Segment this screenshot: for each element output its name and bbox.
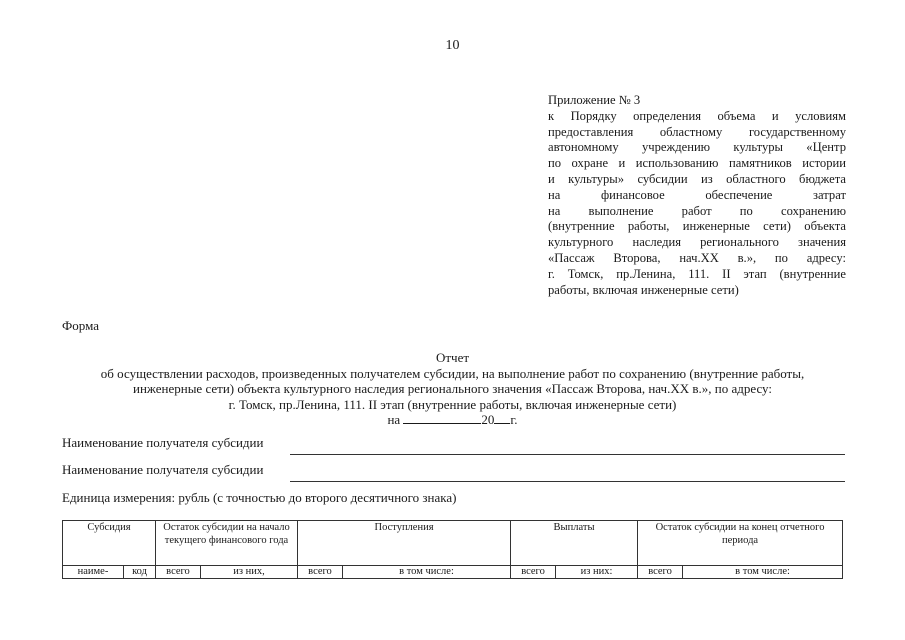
unit-of-measure: Единица измерения: рубль (с точностью до второго десятичного знака) <box>62 490 457 505</box>
subheader-cell: в том числе: <box>683 566 843 579</box>
header-opening-balance: Остаток субсидии на начало текущего финансового года <box>156 521 298 566</box>
header-closing-balance: Остаток субсидии на конец отчетного периода <box>638 521 843 566</box>
subheader-cell: всего <box>511 566 556 579</box>
date-blank-field[interactable] <box>403 412 481 424</box>
appendix-line: к Порядку определения объема и условиям <box>548 108 846 123</box>
appendix-line: автономному учреждению культуры «Центр <box>548 140 846 155</box>
subheader-cell: наиме- <box>63 566 124 579</box>
recipient-name-label-2: Наименование получателя субсидии <box>62 462 264 477</box>
report-date-year: 20 <box>481 412 495 427</box>
appendix-line: «Пассаж Второва, нач.XX в.», по адресу: <box>548 250 846 265</box>
report-date-prefix: на <box>387 412 401 427</box>
recipient-name-field-1[interactable] <box>290 454 845 455</box>
recipient-name-field-2[interactable] <box>290 481 845 482</box>
subheader-cell: всего <box>298 566 343 579</box>
report-heading: Отчет <box>435 350 470 365</box>
subheader-cell: всего <box>156 566 201 579</box>
subheader-cell: всего <box>638 566 683 579</box>
appendix-line: культурного наследия регионального значения <box>548 235 846 250</box>
table-subheader-row <box>63 566 843 579</box>
page-number: 10 <box>445 38 460 53</box>
year-blank-field[interactable] <box>494 412 510 424</box>
appendix-line: работы, включая инженерные сети) <box>548 282 739 297</box>
report-table <box>62 520 843 579</box>
appendix-note <box>548 93 846 298</box>
appendix-line: предоставления областному государственному <box>548 124 846 139</box>
report-line-3: г. Томск, пр.Ленина, 111. II этап (внутренние работы, включая инженерные сети) <box>228 396 677 412</box>
appendix-line: на финансовое обеспечение затрат <box>548 187 846 202</box>
report-date <box>0 412 905 428</box>
subheader-cell: из них, <box>201 566 298 579</box>
subheader-cell: код <box>124 566 156 579</box>
header-payments: Выплаты <box>511 521 638 566</box>
report-date-suffix: г. <box>510 412 518 427</box>
appendix-line: и культуры» субсидии из областного бюджета <box>548 171 846 186</box>
appendix-title: Приложение № 3 <box>548 93 641 107</box>
appendix-line: (внутренние работы, инженерные сети) объекта <box>548 219 846 234</box>
recipient-name-label-1: Наименование получателя субсидии <box>62 435 264 450</box>
report-title <box>0 350 905 428</box>
subheader-cell: в том числе: <box>343 566 511 579</box>
appendix-line: на выполнение работ по сохранению <box>548 203 846 218</box>
appendix-line: по охране и использованию памятников истории <box>548 156 846 171</box>
form-label: Форма <box>62 318 99 333</box>
header-receipts: Поступления <box>298 521 511 566</box>
report-line-2: инженерные сети) объекта культурного наследия регионального значения «Пассаж Второва, нач.XX в.», по адресу: <box>133 381 772 396</box>
header-subsidy: Субсидия <box>63 521 156 566</box>
report-line-1: об осуществлении расходов, произведенных получателем субсидии, на выполнение работ по сохранению (внутренние работы, <box>100 365 805 381</box>
subheader-cell: из них: <box>556 566 638 579</box>
appendix-line: г. Томск, пр.Ленина, 111. II этап (внутренние <box>548 266 846 281</box>
table-header-row <box>63 521 843 566</box>
